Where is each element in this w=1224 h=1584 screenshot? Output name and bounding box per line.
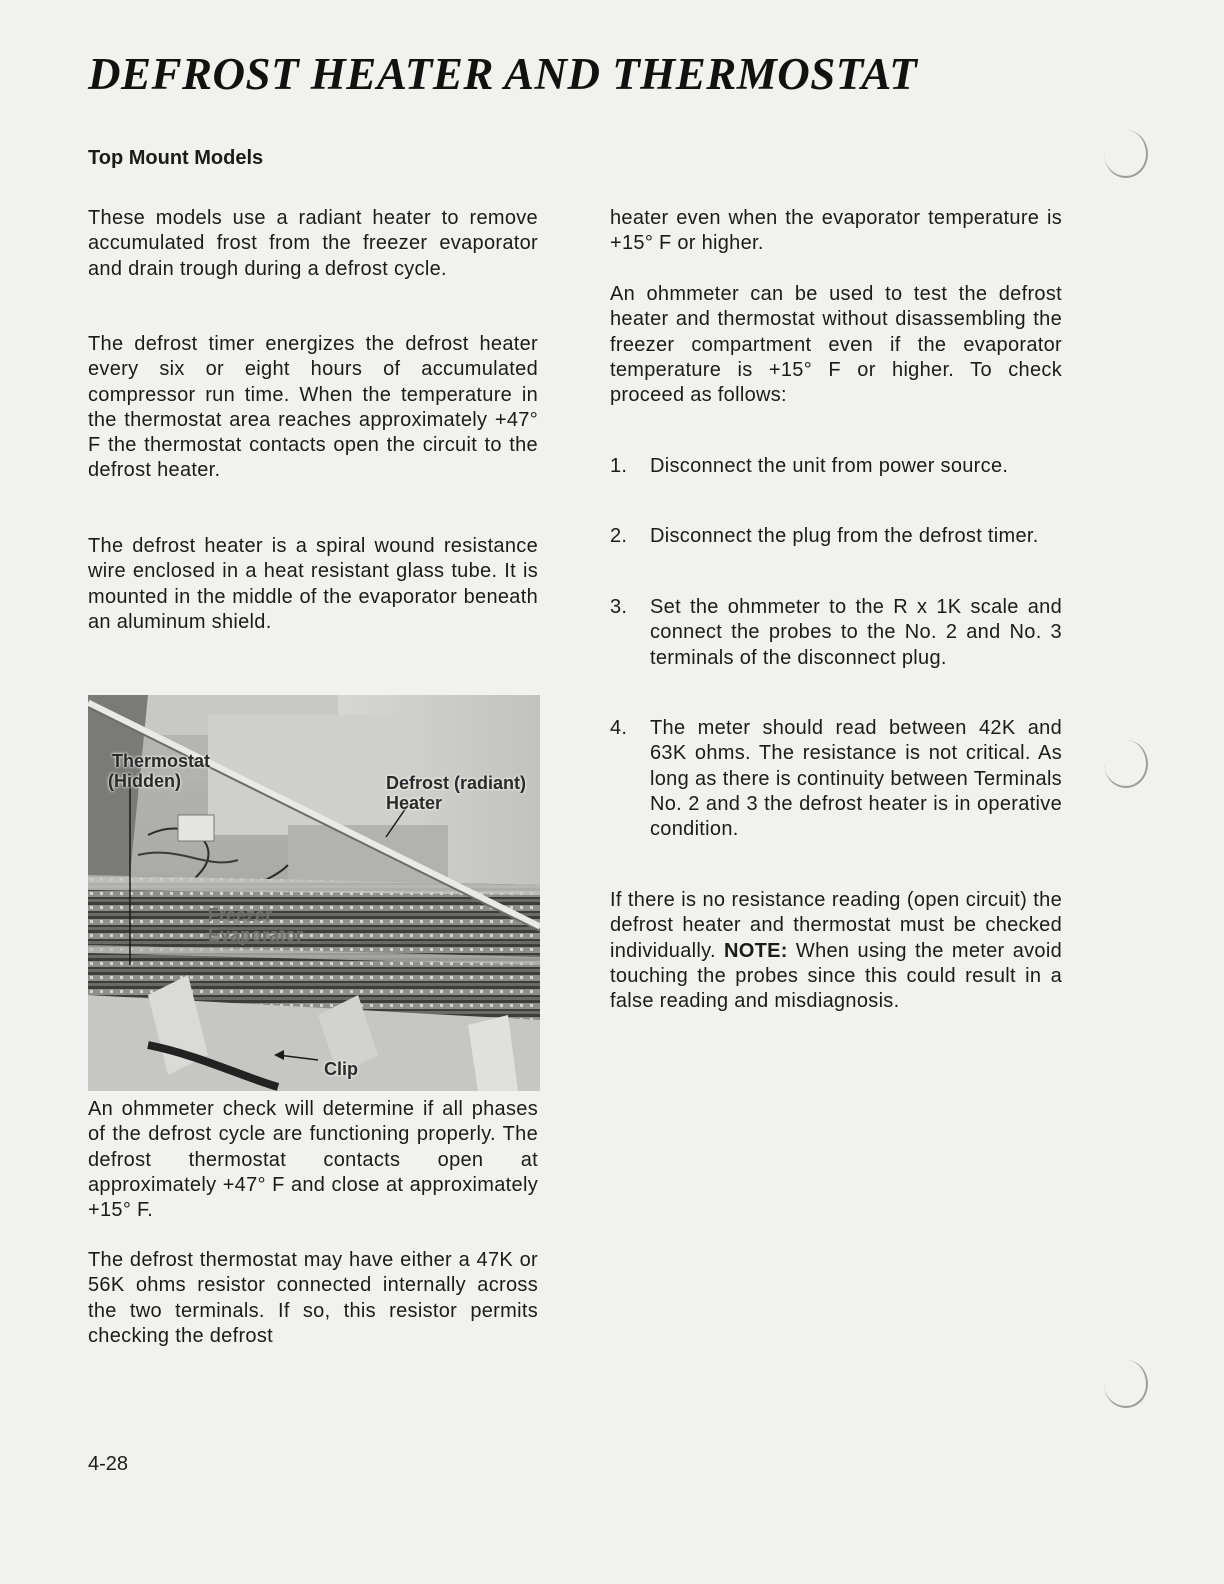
step-number: 3.: [610, 596, 628, 618]
page-number: 4-28: [88, 1453, 129, 1475]
paragraph-ohmmeter-check: An ohmmeter check will determine if all phases of the defrost cycle are functioning properly. The defrost thermostat contacts open at approximately +47° F and close at approximately +15° F.: [88, 1098, 538, 1222]
binder-hole: [1104, 740, 1148, 788]
paragraph-heater-description: The defrost heater is a spiral wound resistance wire enclosed in a heat resistant glass tube. It is mounted in the middle of the evaporator beneath an aluminum shield.: [88, 535, 538, 633]
label-clip: Clip: [324, 1059, 358, 1079]
step-text: The meter should read between 42K and 63K ohms. The resistance is not critical. As long as there is continuity between Terminals No. 2 and 3 the defrost heater is in operative condition.: [650, 717, 1062, 841]
closing-text: If there is no resistance reading (open circuit) the defrost heater and thermostat must be checked individually.: [610, 889, 1062, 962]
binder-hole: [1104, 1360, 1148, 1408]
page-title: DEFROST HEATER AND THERMOSTAT: [88, 49, 918, 99]
paragraph-resistor: The defrost thermostat may have either a 47K or 56K ohms resistor connected internally across the two terminals. If so, this resistor permits checking the defrost: [88, 1249, 538, 1347]
step-number: 2.: [610, 525, 628, 547]
label-thermostat: Thermostat: [112, 751, 211, 771]
paragraph-closing: [610, 888, 1062, 1014]
paragraph-continued: heater even when the evaporator temperature is +15° F or higher.: [610, 207, 1062, 255]
paragraph-intro: These models use a radiant heater to remove accumulated frost from the freezer evaporator and drain trough during a defrost cycle.: [88, 207, 538, 280]
step-number: 1.: [610, 455, 628, 477]
binder-hole: [1104, 130, 1148, 178]
paragraph-ohmmeter-test: An ohmmeter can be used to test the defrost heater and thermostat without disassembling the freezer compartment even if the evaporator temperature is +15° F or higher. To check proceed as follows:: [610, 283, 1062, 407]
section-subheading: Top Mount Models: [88, 147, 264, 169]
label-freezer: Freezer: [208, 905, 273, 925]
label-defrost-radiant: Defrost (radiant): [386, 773, 527, 793]
paragraph-defrost-timer: The defrost timer energizes the defrost heater every six or eight hours of accumulated compressor run time. When the temperature in the thermostat area reaches approximately +47° F the thermostat contacts open the circuit to the defrost heater.: [88, 333, 538, 482]
label-evaporator: Evaporator: [208, 925, 304, 945]
label-heater: Heater: [386, 793, 443, 813]
step-number: 4.: [610, 717, 628, 739]
label-thermostat-hidden: (Hidden): [108, 771, 181, 791]
step-text: Set the ohmmeter to the R x 1K scale and connect the probes to the No. 2 and No. 3 terminals of the disconnect plug.: [650, 596, 1062, 669]
evaporator-photo: [88, 695, 540, 1091]
step-text: Disconnect the plug from the defrost timer.: [650, 525, 1039, 547]
note-text: When using the meter avoid touching the probes since this could result in a false reading and misdiagnosis.: [610, 939, 1063, 1013]
note-label: NOTE:: [724, 939, 788, 962]
step-text: Disconnect the unit from power source.: [650, 455, 1009, 477]
